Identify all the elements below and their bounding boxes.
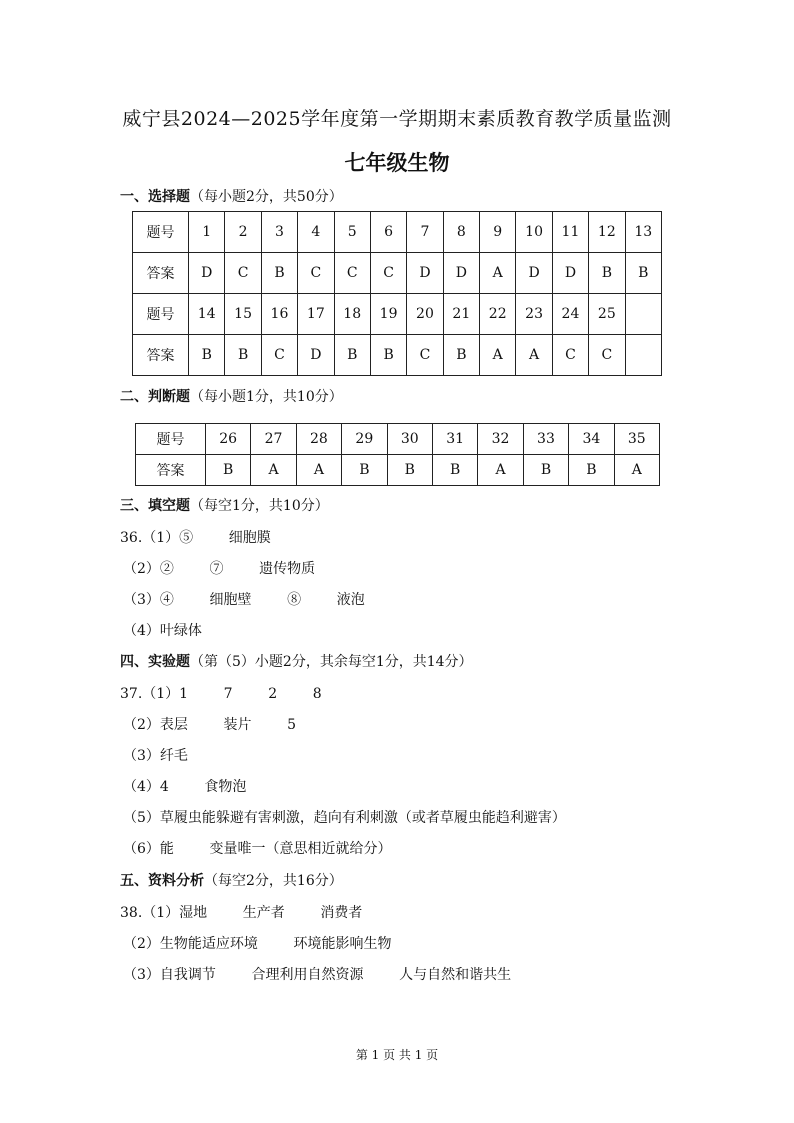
table-cell: D <box>189 253 225 294</box>
answer-line: （4）4 食物泡 <box>123 779 247 795</box>
table-cell: 26 <box>205 424 250 455</box>
table-cell: A <box>614 455 659 486</box>
table-cell: 28 <box>296 424 341 455</box>
table-cell: 19 <box>370 294 406 335</box>
answer-line: （2）表层 装片 5 <box>123 717 297 733</box>
table-cell: C <box>225 253 261 294</box>
answer-line: （2）② ⑦ 遗传物质 <box>123 561 316 577</box>
answer-line: （3）④ 细胞壁 ⑧ 液泡 <box>123 592 365 608</box>
table-cell: B <box>370 335 406 376</box>
section-note: （每空1分，共10分） <box>190 498 329 514</box>
table-cell: A <box>516 335 552 376</box>
table-cell: 27 <box>251 424 296 455</box>
section-label: 四、实验题 <box>120 654 190 670</box>
answer-line: （5）草履虫能躲避有害刺激，趋向有利刺激（或者草履虫能趋利避害） <box>123 810 566 826</box>
table-cell: 22 <box>480 294 516 335</box>
table-cell: B <box>261 253 297 294</box>
row-header-cell: 题号 <box>133 212 189 253</box>
table-cell <box>625 335 661 376</box>
table-cell <box>625 294 661 335</box>
table-cell: 13 <box>625 212 661 253</box>
answer-line: （4）叶绿体 <box>123 623 202 639</box>
table-cell: 1 <box>189 212 225 253</box>
table-cell: A <box>480 335 516 376</box>
row-header-cell: 答案 <box>133 335 189 376</box>
table-cell: A <box>251 455 296 486</box>
section-note: （每空2分，共16分） <box>204 873 343 889</box>
section-heading-2 <box>120 386 343 406</box>
table-cell: B <box>205 455 250 486</box>
answer-line: （3）纤毛 <box>123 748 188 764</box>
section-label: 二、判断题 <box>120 389 190 405</box>
table-cell: 29 <box>342 424 387 455</box>
table-cell: D <box>516 253 552 294</box>
table-cell: B <box>432 455 477 486</box>
table-cell: C <box>334 253 370 294</box>
table-cell: 20 <box>407 294 443 335</box>
table-cell: C <box>407 335 443 376</box>
table-cell: C <box>261 335 297 376</box>
answer-line: 38.（1）湿地 生产者 消费者 <box>120 905 363 921</box>
table-cell: 7 <box>407 212 443 253</box>
table-cell: B <box>569 455 614 486</box>
table-cell: 2 <box>225 212 261 253</box>
table-row <box>133 253 662 294</box>
table-cell: 9 <box>480 212 516 253</box>
table-cell: B <box>589 253 625 294</box>
table-row <box>136 424 660 455</box>
section-heading-1 <box>120 186 343 206</box>
table-cell: 6 <box>370 212 406 253</box>
table-cell: 15 <box>225 294 261 335</box>
table-row <box>133 335 662 376</box>
answer-line: （3）自我调节 合理利用自然资源 人与自然和谐共生 <box>123 967 512 983</box>
table-row <box>133 212 662 253</box>
table-cell: 10 <box>516 212 552 253</box>
table-cell: C <box>552 335 588 376</box>
section-label: 五、资料分析 <box>120 873 204 889</box>
table-cell: 17 <box>298 294 334 335</box>
table-cell: 12 <box>589 212 625 253</box>
table-cell: 24 <box>552 294 588 335</box>
table-cell: C <box>589 335 625 376</box>
row-header-cell: 答案 <box>136 455 206 486</box>
row-header-cell: 答案 <box>133 253 189 294</box>
table-cell: D <box>552 253 588 294</box>
table-cell: B <box>625 253 661 294</box>
table-cell: 21 <box>443 294 479 335</box>
page-subtitle: 七年级生物 <box>344 150 450 175</box>
table-cell: B <box>523 455 568 486</box>
table-cell: A <box>480 253 516 294</box>
section-label: 三、填空题 <box>120 498 190 514</box>
table-cell: D <box>298 335 334 376</box>
table-cell: 31 <box>432 424 477 455</box>
table-cell: 33 <box>523 424 568 455</box>
table-cell: C <box>370 253 406 294</box>
table-cell: B <box>342 455 387 486</box>
table-cell: B <box>443 335 479 376</box>
table-cell: C <box>298 253 334 294</box>
section-note: （每小题1分，共10分） <box>190 389 343 405</box>
table-cell: 30 <box>387 424 432 455</box>
row-header-cell: 题号 <box>133 294 189 335</box>
page-title: 威宁县2024—2025学年度第一学期期末素质教育教学质量监测 <box>122 108 672 130</box>
section-note: （每小题2分，共50分） <box>190 189 343 205</box>
table-cell: A <box>478 455 523 486</box>
table-row <box>133 294 662 335</box>
table-cell: 8 <box>443 212 479 253</box>
section-heading-5 <box>120 870 343 890</box>
answer-line: 36.（1）⑤ 细胞膜 <box>120 530 271 546</box>
table-cell: A <box>296 455 341 486</box>
table-cell: B <box>334 335 370 376</box>
table-cell: 23 <box>516 294 552 335</box>
table-cell: 4 <box>298 212 334 253</box>
table-cell: 11 <box>552 212 588 253</box>
answer-table-choice <box>132 211 662 376</box>
table-cell: 25 <box>589 294 625 335</box>
table-row <box>136 455 660 486</box>
table-cell: B <box>225 335 261 376</box>
table-cell: 32 <box>478 424 523 455</box>
page-footer: 第 1 页 共 1 页 <box>355 1048 439 1062</box>
table-cell: B <box>189 335 225 376</box>
table-cell: 16 <box>261 294 297 335</box>
section-note: （第（5）小题2分，其余每空1分，共14分） <box>190 654 473 670</box>
section-label: 一、选择题 <box>120 189 190 205</box>
section-heading-3 <box>120 495 329 515</box>
table-cell: 14 <box>189 294 225 335</box>
answer-line: （2）生物能适应环境 环境能影响生物 <box>123 936 392 952</box>
table-cell: 5 <box>334 212 370 253</box>
table-cell: D <box>443 253 479 294</box>
table-cell: D <box>407 253 443 294</box>
answer-line: 37.（1）1 7 2 8 <box>120 686 322 702</box>
table-cell: B <box>387 455 432 486</box>
row-header-cell: 题号 <box>136 424 206 455</box>
answer-line: （6）能 变量唯一（意思相近就给分） <box>123 841 392 857</box>
table-cell: 3 <box>261 212 297 253</box>
section-heading-4 <box>120 651 473 671</box>
table-cell: 18 <box>334 294 370 335</box>
table-cell: 34 <box>569 424 614 455</box>
table-cell: 35 <box>614 424 659 455</box>
answer-table-judge <box>135 423 660 486</box>
